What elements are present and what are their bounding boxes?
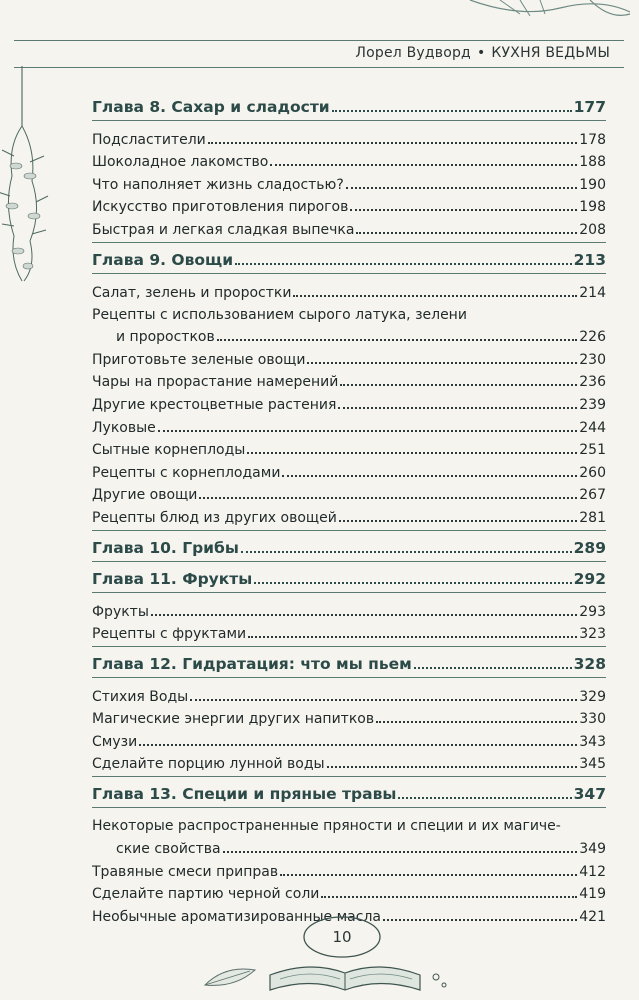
chapter-heading[interactable] [92, 535, 606, 557]
toc-entry[interactable] [92, 148, 606, 171]
chapter-heading[interactable] [92, 94, 606, 116]
chapter-heading[interactable] [92, 781, 606, 803]
dot-leader [398, 797, 571, 799]
entry-title: Сделайте порцию лунной воды [92, 756, 325, 773]
entry-page-number: 329 [579, 688, 606, 705]
leaf-ornament [200, 960, 260, 990]
toc-entry[interactable] [92, 345, 606, 368]
chapter-rule [92, 592, 606, 593]
dot-leader [190, 699, 577, 701]
entry-title: Смузи [92, 733, 138, 750]
toc-entry[interactable] [92, 857, 606, 880]
chapter-rule [92, 273, 606, 274]
dot-leader [321, 896, 577, 898]
entry-page-number: 188 [579, 154, 606, 171]
entry-page-number: 226 [579, 329, 606, 346]
dot-leader [241, 551, 572, 553]
entry-title: Другие крестоцветные растения [92, 396, 337, 413]
chapter-divider [92, 242, 606, 243]
toc-entry[interactable] [92, 125, 606, 148]
toc-entry[interactable] [92, 413, 606, 436]
dot-leader [199, 497, 577, 499]
dot-leader [340, 384, 577, 386]
entry-page-number: 293 [579, 603, 606, 620]
dot-leader [248, 636, 577, 638]
entry-title-continued: ские свойства [116, 841, 221, 858]
toc-entry[interactable] [92, 880, 606, 903]
entry-title: Что наполняет жизнь сладостью? [92, 176, 344, 193]
entry-page-number: 236 [579, 374, 606, 391]
toc-entry[interactable] [92, 682, 606, 705]
entry-title-continued: и проростков [116, 329, 215, 346]
chapter-divider [92, 561, 606, 562]
entry-page-number: 198 [579, 199, 606, 216]
entry-page-number: 244 [579, 419, 606, 436]
entry-page-number: 208 [579, 221, 606, 238]
dot-leader [338, 407, 577, 409]
chapter-heading[interactable] [92, 247, 606, 269]
entry-page-number: 421 [579, 908, 606, 925]
entry-title: Подсластители [92, 131, 206, 148]
hanging-herb-illustration [0, 66, 70, 286]
dot-leader [356, 232, 577, 234]
dot-leader [346, 187, 578, 189]
dot-leader [339, 520, 577, 522]
toc-entry[interactable] [92, 620, 606, 643]
dot-leader [139, 744, 577, 746]
top-ornament [0, 0, 639, 40]
dot-leader [208, 142, 578, 144]
entry-title: Рецепты с использованием сырого латука, зелени [92, 306, 467, 323]
chapter-rule [92, 677, 606, 678]
entry-page-number: 345 [579, 756, 606, 773]
entry-title: Сделайте партию черной соли [92, 886, 320, 903]
chapter-rule [92, 120, 606, 121]
toc-entry[interactable] [92, 436, 606, 459]
chapter-divider [92, 776, 606, 777]
entry-title: Травяные смеси приправ [92, 863, 279, 880]
dot-leader [254, 582, 571, 584]
chapter-page-number: 292 [573, 569, 606, 588]
dot-leader [332, 110, 572, 112]
dot-leader [217, 339, 578, 341]
entry-page-number: 419 [579, 886, 606, 903]
toc-entry[interactable] [92, 834, 606, 857]
chapter-title: Глава 13. Специи и пряные травы [92, 785, 397, 804]
entry-page-number: 178 [579, 131, 606, 148]
entry-page-number: 323 [579, 626, 606, 643]
entry-page-number: 330 [579, 711, 606, 728]
toc-entry[interactable] [92, 215, 606, 238]
chapter-heading[interactable] [92, 566, 606, 588]
chapter-page-number: 213 [573, 250, 606, 269]
chapter-page-number: 289 [573, 538, 606, 557]
entry-page-number: 214 [579, 284, 606, 301]
dot-leader [293, 295, 577, 297]
entry-page-number: 230 [579, 351, 606, 368]
toc-entry[interactable] [92, 278, 606, 301]
entry-title: Рецепты блюд из других овощей [92, 509, 337, 526]
header-separator: • [476, 45, 486, 61]
chapter-divider [92, 530, 606, 531]
chapter-page-number: 347 [573, 785, 606, 804]
header-title: КУХНЯ ВЕДЬМЫ [491, 45, 610, 61]
chapter-heading[interactable] [92, 651, 606, 673]
entry-title: Рецепты с корнеплодами [92, 464, 281, 481]
entry-page-number: 349 [579, 841, 606, 858]
running-header [14, 40, 624, 68]
dot-leader [327, 766, 578, 768]
dot-leader [235, 263, 572, 265]
entry-title: Фрукты [92, 603, 149, 620]
entry-title: Необычные ароматизированные масла [92, 908, 381, 925]
dot-leader [282, 475, 577, 477]
toc-entry[interactable] [92, 390, 606, 413]
entry-page-number: 251 [579, 442, 606, 459]
dot-leader [223, 851, 578, 853]
chapter-title: Глава 11. Фрукты [92, 569, 253, 588]
entry-title: Салат, зелень и проростки [92, 284, 292, 301]
toc-entry[interactable] [92, 727, 606, 750]
chapter-page-number: 177 [573, 98, 606, 116]
toc-entry[interactable] [92, 458, 606, 481]
page-number: 10 [332, 928, 352, 946]
dot-leader [151, 614, 577, 616]
toc-entry[interactable] [92, 597, 606, 620]
dot-leader [270, 164, 577, 166]
entry-page-number: 190 [579, 176, 606, 193]
entry-title: Сытные корнеплоды [92, 442, 246, 459]
entry-title: Некоторые распространенные пряности и специи и их магиче- [92, 818, 561, 835]
dot-leader [247, 452, 577, 454]
dot-leader [307, 362, 577, 364]
dot-leader [414, 667, 572, 669]
toc-entry[interactable] [92, 368, 606, 391]
chapter-title: Глава 8. Сахар и сладости [92, 98, 330, 116]
chapter-title: Глава 9. Овощи [92, 250, 234, 269]
toc-entry[interactable] [92, 503, 606, 526]
toc-entry-line [92, 301, 606, 323]
toc-entry[interactable] [92, 323, 606, 346]
chapter-rule [92, 807, 606, 808]
dot-leader [280, 874, 577, 876]
entry-title: Быстрая и легкая сладкая выпечка [92, 221, 355, 238]
dot-leader [376, 721, 577, 723]
open-book-illustration [240, 905, 460, 1000]
entry-title: Искусство приготовления пирогов [92, 199, 349, 216]
toc-entry[interactable] [92, 481, 606, 504]
dot-leader [158, 430, 578, 432]
entry-title: Луковые [92, 419, 156, 436]
toc-entry[interactable] [92, 705, 606, 728]
entry-page-number: 260 [579, 464, 606, 481]
toc-entry[interactable] [92, 193, 606, 216]
chapter-page-number: 328 [573, 655, 606, 674]
entry-title: Шоколадное лакомство [92, 154, 269, 171]
header-text [355, 45, 610, 61]
chapter-title: Глава 10. Грибы [92, 538, 239, 557]
entry-title: Приготовьте зеленые овощи [92, 351, 306, 368]
toc-entry[interactable] [92, 750, 606, 773]
entry-page-number: 343 [579, 733, 606, 750]
toc-entry[interactable] [92, 170, 606, 193]
entry-title: Чары на прорастание намерений [92, 374, 339, 391]
chapter-title: Глава 12. Гидратация: что мы пьем [92, 655, 412, 674]
entry-page-number: 412 [579, 863, 606, 880]
entry-page-number: 267 [579, 487, 606, 504]
entry-title: Рецепты с фруктами [92, 626, 247, 643]
table-of-contents [92, 94, 606, 925]
chapter-divider [92, 646, 606, 647]
entry-title: Магические энергии других напитков [92, 711, 375, 728]
entry-title: Стихия Воды [92, 688, 189, 705]
entry-page-number: 281 [579, 509, 606, 526]
dot-leader [350, 209, 577, 211]
header-author: Лорел Вудворд [355, 45, 471, 61]
entry-page-number: 239 [579, 396, 606, 413]
toc-entry-line [92, 812, 606, 834]
entry-title: Другие овощи [92, 487, 198, 504]
